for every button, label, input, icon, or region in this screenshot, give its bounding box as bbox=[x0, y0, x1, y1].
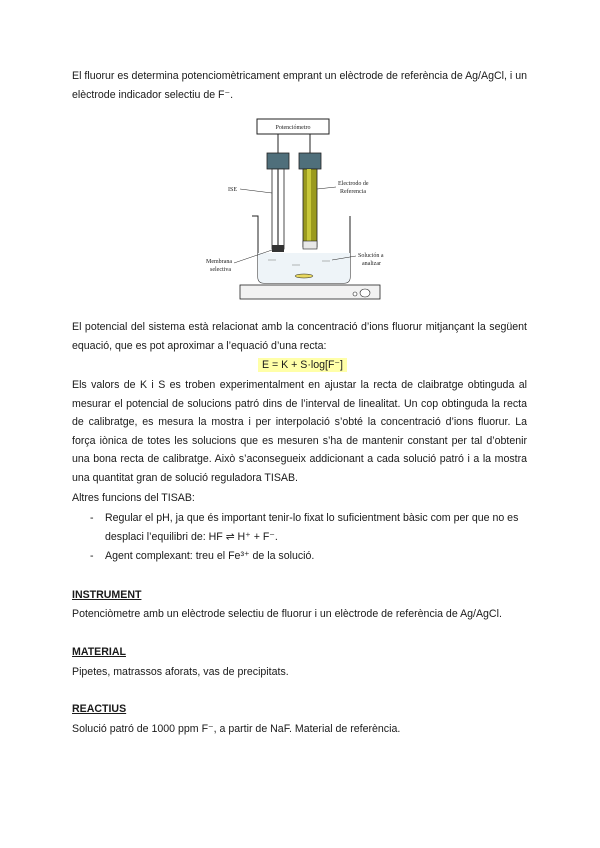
instrument-text: Potenciòmetre amb un elèctrode selectiu de fluorur i un elèctrode de referència de Ag/AgCl. bbox=[72, 608, 502, 620]
membrane-label-2: selectiva bbox=[210, 267, 231, 273]
solution-label-1: Solución a bbox=[358, 253, 384, 259]
solution-label-2: analizar bbox=[362, 261, 381, 267]
ise-cap bbox=[267, 153, 289, 169]
stir-bar bbox=[295, 274, 313, 278]
membrane bbox=[272, 245, 284, 252]
material-heading: MATERIAL bbox=[72, 646, 126, 658]
tisab-item-ph: - Regular el pH, ja que és important tenir-lo fixat lo suficientment bàsic com per que no es desplaci l’equilibri de: HF ⇌ H⁺ + F⁻. bbox=[72, 509, 527, 547]
intro-paragraph: El fluorur es determina potenciomètricament emprant un elèctrode de referència de Ag/AgCl, i un elèctrode indicador selectiu de F⁻. bbox=[72, 70, 527, 101]
reactius-heading: REACTIUS bbox=[72, 703, 127, 715]
stirrer-plate bbox=[240, 285, 380, 299]
instrument-heading: INSTRUMENT bbox=[72, 589, 142, 601]
ref-label-2: Referencia bbox=[340, 189, 366, 195]
equation: E = K + S·log[F⁻] bbox=[258, 358, 347, 372]
potentiometer-diagram bbox=[202, 113, 412, 311]
potential-paragraph: El potencial del sistema està relacionat amb la concentració d’ions fluorur mitjançant la següent equació, que es pot aproximar a l’equació d’una recta: bbox=[72, 321, 527, 352]
calibration-paragraph: Els valors de K i S es troben experimentalment en ajustar la recta de claibratge obtinguda al mesurar el potencial de solucions patró dins de l’interval de linealitat. Un cop obtinguda la recta de calibratge, es mesura la mostra i per interpolació s’obté la concentració d’ions fluorur. La força iònica de totes les solucions que es mesuren s’ha de mantenir constant per tal d’obtenir una bona recta de calibratge. Això s’aconsegueix addicionant a cada solució patró i a la mostra una quantitat gran de solució reguladora TISAB. bbox=[72, 379, 527, 484]
membrane-label-1: Membrana bbox=[206, 259, 232, 265]
ref-label-1: Electrodo de bbox=[338, 181, 369, 187]
potentiometer-label: Potenciómetro bbox=[275, 125, 311, 131]
ref-cap bbox=[299, 153, 321, 169]
ise-label: ISE bbox=[228, 187, 237, 193]
reactius-text: Solució patró de 1000 ppm F⁻, a partir de NaF. Material de referència. bbox=[72, 723, 401, 735]
tisab-item-complex: - Agent complexant: treu el Fe³⁺ de la solució. bbox=[72, 547, 527, 566]
material-text: Pipetes, matrassos aforats, vas de precipitats. bbox=[72, 666, 289, 678]
tisab-list bbox=[72, 509, 527, 566]
tisab-title: Altres funcions del TISAB: bbox=[72, 492, 195, 504]
